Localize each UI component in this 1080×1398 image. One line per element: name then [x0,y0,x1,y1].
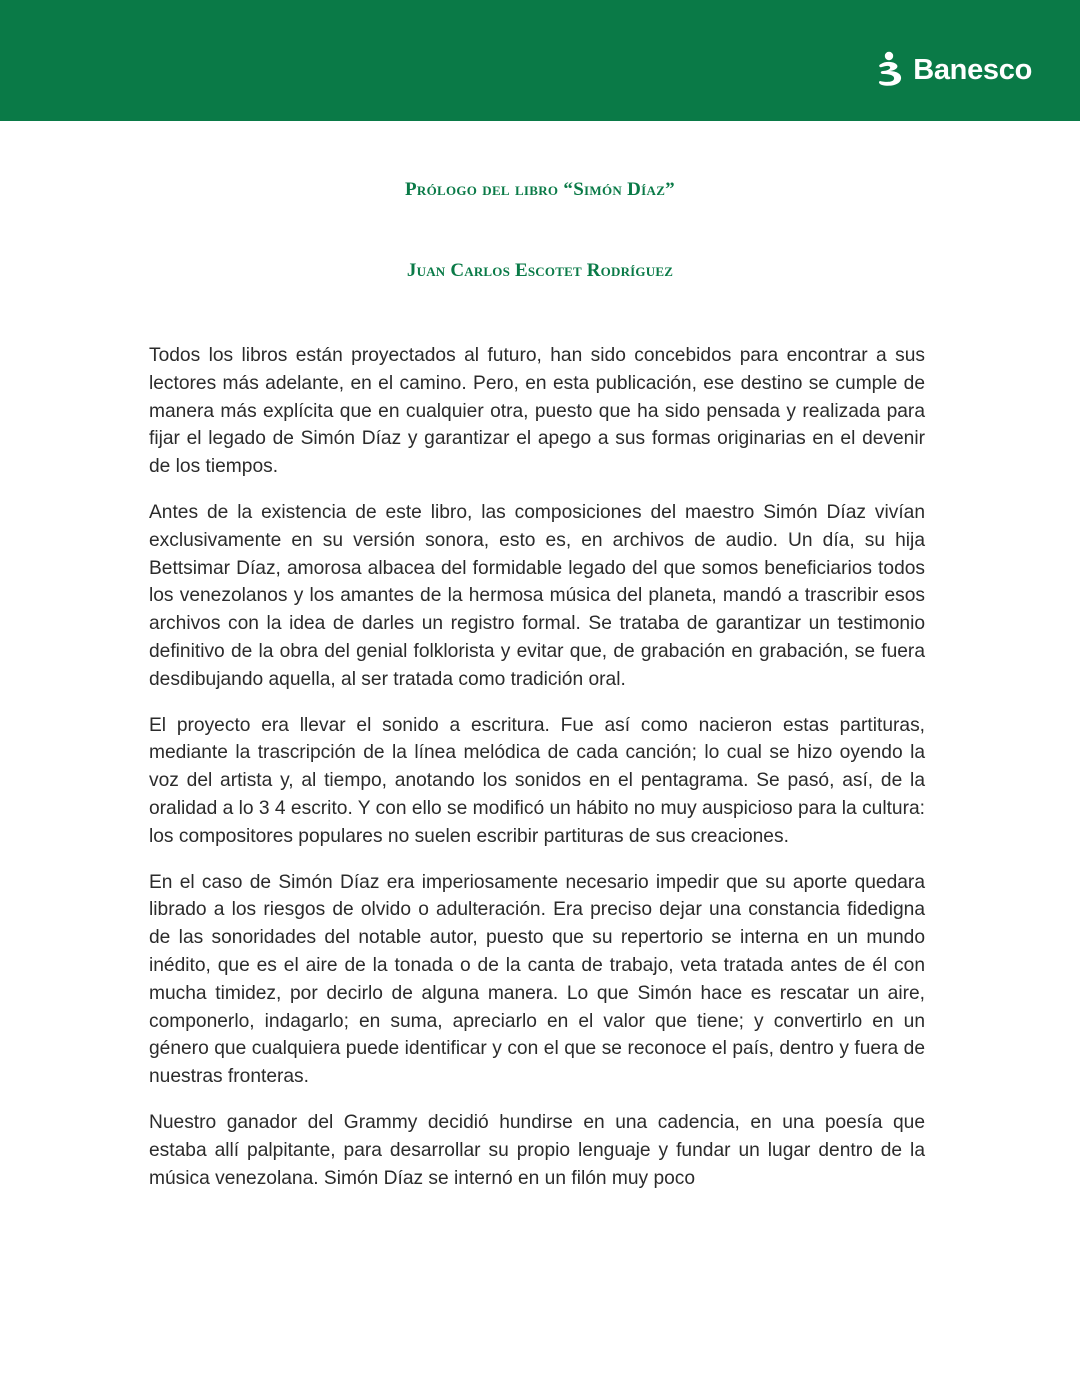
brand-name: Banesco [913,54,1032,86]
document-author: Juan Carlos Escotet Rodríguez [406,260,674,281]
paragraph-2: Antes de la existencia de este libro, las composiciones del maestro Simón Díaz vivían exclusivamente en su versión sonora, esto es, en archivos de audio. Un día, su hija Bettsimar Díaz, amorosa albacea del formidable legado del que somos beneficiarios todos los venezolanos y los amantes de la hermosa música del planeta, mandó a trascribir esos archivos con la idea de darles un registro formal. Se trataba de garantizar un testimonio definitivo de la obra del genial folklorista y evitar que, de grabación en grabación, se fuera desdibujando aquella, al ser tratada como tradición oral. [149,501,925,690]
paragraph-1: Todos los libros están proyectados al futuro, han sido concebidos para encontrar a sus lectores más adelante, en el camino. Pero, en esta publicación, ese destino se cumple de manera más explícita que en cualquier otra, puesto que ha sido pensada y realizada para fijar el legado de Simón Díaz y garantizar el apego a sus formas originarias en el devenir de los tiempos. [149,345,925,478]
paragraph-4: En el caso de Simón Díaz era imperiosamente necesario impedir que su aporte quedara librado a los riesgos de olvido o adulteración. Era preciso dejar una constancia fidedigna de las sonoridades del notable autor, puesto que su repertorio se interna en un mundo inédito, que es el aire de la tonada o de la canta de trabajo, veta tratada antes de él con mucha timidez, por decirlo de alguna manera. Lo que Simón hace es rescatar un aire, componerlo, indagarlo; en suma, apreciarlo en el valor que tiene; y convertirlo en un género que cualquiera puede identificar y con el que se reconoce el país, dentro y fuera de nuestras fronteras. [149,871,925,1088]
header-band [0,0,1080,121]
paragraph-5: Nuestro ganador del Grammy decidió hundirse en una cadencia, en una poesía que estaba allí palpitante, para desarrollar su propio lenguaje y fundar un lugar dentro de la música venezolana. Simón Díaz se internó en un filón muy poco [149,1111,925,1189]
brand-logo [875,48,1032,92]
banesco-logo-icon [875,50,911,90]
document-title: Prólogo del libro “Simón Díaz” [405,179,675,200]
document-body [149,342,925,1210]
paragraph-3: El proyecto era llevar el sonido a escritura. Fue así como nacieron estas partituras, mediante la trascripción de la línea melódica de cada canción; lo cual se hizo oyendo la voz del artista y, al tiempo, anotando los sonidos en el pentagrama. Se pasó, así, de la oralidad a lo 3 4 escrito. Y con ello se modificó un hábito no muy auspicioso para la cultura: los compositores populares no suelen escribir partituras de sus creaciones. [149,714,925,847]
